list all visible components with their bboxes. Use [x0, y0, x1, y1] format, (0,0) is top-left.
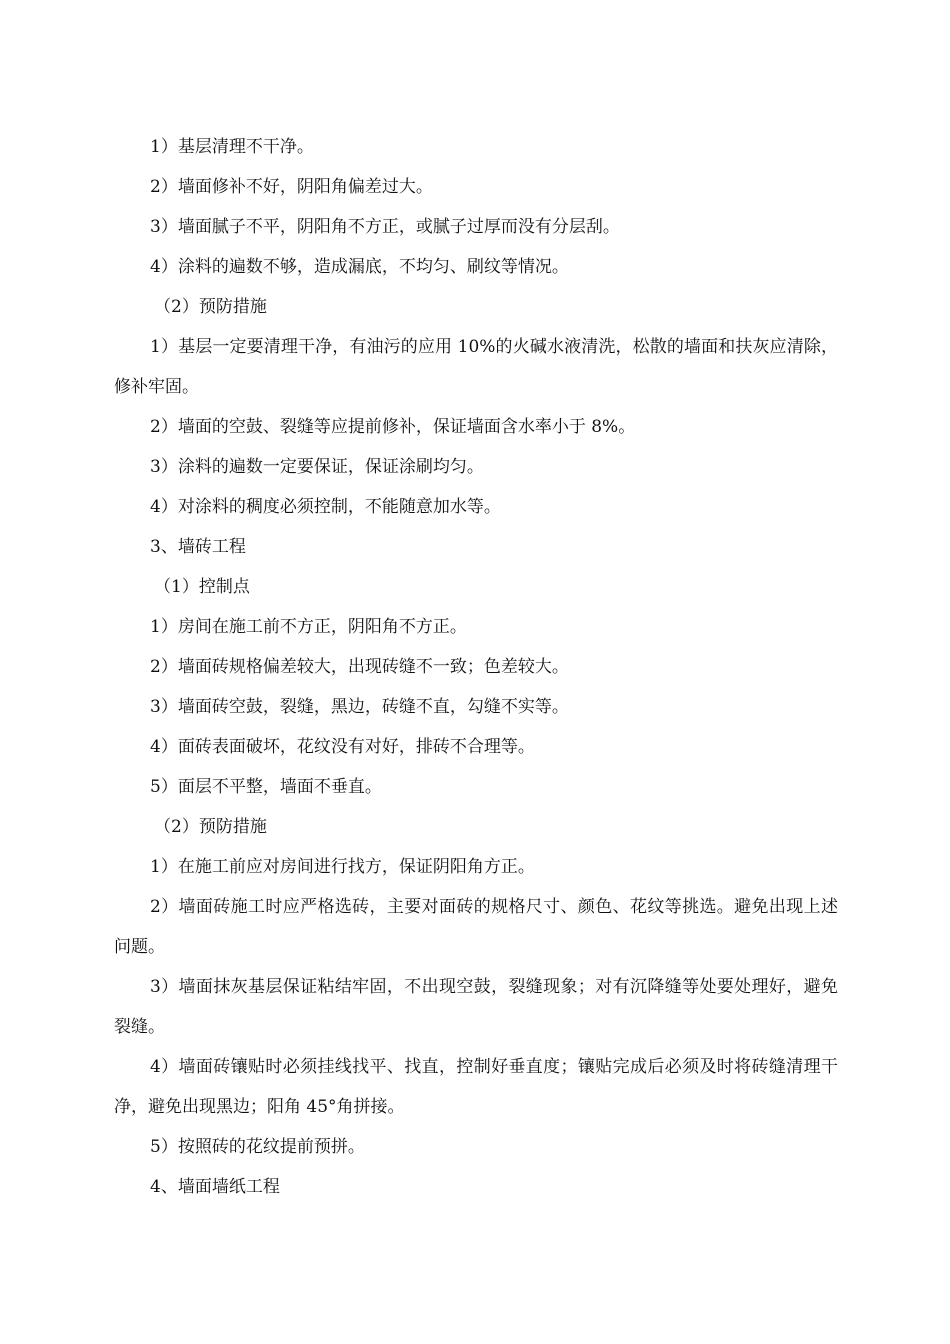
paragraph-20: 3）墙面抹灰基层保证粘结牢固，不出现空鼓，裂缝现象；对有沉降缝等处要处理好，避免裂缝。 — [114, 977, 838, 1037]
paragraph-14: 3）墙面砖空鼓，裂缝，黑边，砖缝不直，勾缝不实等。 — [150, 697, 569, 717]
paragraph-15: 4）面砖表面破坏，花纹没有对好，排砖不合理等。 — [150, 737, 535, 757]
paragraph-21: 4）墙面砖镶贴时必须挂线找平、找直，控制好垂直度；镶贴完成后必须及时将砖缝清理干净，避免出现黑边；阳角 45°角拼接。 — [114, 1057, 838, 1117]
section-heading-control-points: （1）控制点 — [154, 577, 250, 597]
paragraph-12: 1）房间在施工前不方正，阴阳角不方正。 — [150, 617, 467, 637]
section-heading-prevention-2: （2）预防措施 — [154, 817, 267, 837]
paragraph-2: 2）墙面修补不好，阴阳角偏差过大。 — [150, 177, 433, 197]
document-body — [114, 127, 838, 1207]
paragraph-8: 3）涂料的遍数一定要保证，保证涂刷均匀。 — [150, 457, 484, 477]
paragraph-13: 2）墙面砖规格偏差较大，出现砖缝不一致；色差较大。 — [150, 657, 569, 677]
paragraph-4: 4）涂料的遍数不够，造成漏底，不均匀、刷纹等情况。 — [150, 257, 569, 277]
section-heading-wallpaper: 4、墙面墙纸工程 — [150, 1177, 280, 1197]
paragraph-3: 3）墙面腻子不平，阴阳角不方正，或腻子过厚而没有分层刮。 — [150, 217, 620, 237]
paragraph-19: 2）墙面砖施工时应严格选砖，主要对面砖的规格尺寸、颜色、花纹等挑选。避免出现上述问题。 — [114, 897, 838, 957]
paragraph-22: 5）按照砖的花纹提前预拼。 — [150, 1137, 365, 1157]
paragraph-1: 1）基层清理不干净。 — [150, 137, 314, 157]
paragraph-7: 2）墙面的空鼓、裂缝等应提前修补，保证墙面含水率小于 8%。 — [150, 417, 636, 437]
paragraph-18: 1）在施工前应对房间进行找方，保证阴阳角方正。 — [150, 857, 535, 877]
section-heading-prevention: （2）预防措施 — [154, 297, 267, 317]
paragraph-6: 1）基层一定要清理干净，有油污的应用 10%的火碱水液清洗，松散的墙面和扶灰应清除，修补牢固。 — [114, 337, 838, 397]
section-heading-wall-tile: 3、墙砖工程 — [150, 537, 246, 557]
paragraph-9: 4）对涂料的稠度必须控制，不能随意加水等。 — [150, 497, 501, 517]
paragraph-16: 5）面层不平整，墙面不垂直。 — [150, 777, 382, 797]
